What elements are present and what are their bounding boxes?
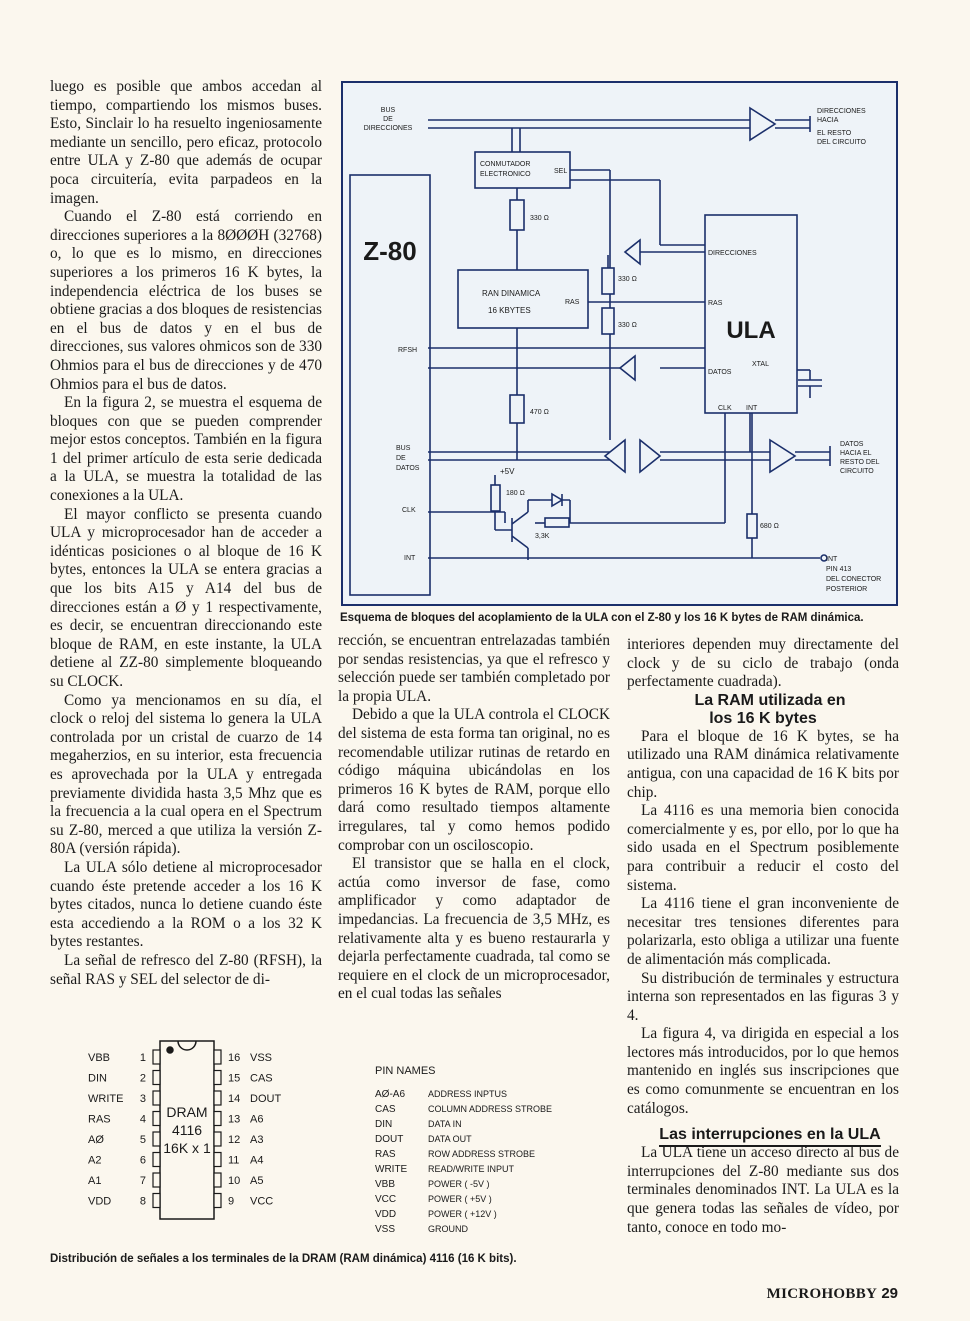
svg-text:DE: DE bbox=[396, 455, 406, 462]
pin-names-list bbox=[375, 1089, 552, 1235]
pin-signal: DIN bbox=[375, 1119, 393, 1130]
pin-number: 3 bbox=[139, 1093, 146, 1105]
sel-label: SEL bbox=[554, 168, 568, 175]
pin-left bbox=[88, 1112, 160, 1126]
pin-name-row bbox=[375, 1089, 507, 1100]
r330b-label: 330 Ω bbox=[618, 276, 637, 283]
pin-number: 12 bbox=[228, 1134, 241, 1146]
clk-z80-label: CLK bbox=[402, 507, 416, 514]
middle-text-column bbox=[338, 632, 610, 1004]
paragraph: Debido a que la ULA controla el CLOCK del sistema de esta forma tan original, no es recomendable utilizar rutinas de retardo en código máquina ubicándolas en los primeros 16 K bytes de RAM, porque ello dará como resultado tiempos altamente irregulares, tal y como hemos podido comprobar con un osciloscopio. bbox=[338, 706, 610, 854]
pin-number: 15 bbox=[228, 1072, 241, 1085]
pin-left bbox=[88, 1153, 160, 1167]
svg-text:DATOS: DATOS bbox=[396, 465, 420, 472]
ula-label: ULA bbox=[726, 317, 776, 344]
pin-name: RAS bbox=[88, 1113, 111, 1126]
pin-name: WRITE bbox=[88, 1093, 124, 1105]
svg-text:EL RESTO: EL RESTO bbox=[817, 130, 852, 137]
svg-text:INT: INT bbox=[826, 556, 838, 563]
v5-label: +5V bbox=[500, 467, 515, 476]
svg-text:CIRCUITO: CIRCUITO bbox=[840, 468, 874, 475]
pin-signal: VSS bbox=[375, 1224, 396, 1235]
pin-description: POWER ( -5V ) bbox=[428, 1179, 490, 1189]
svg-text:HACIA: HACIA bbox=[817, 117, 839, 124]
page-number: 29 bbox=[881, 1285, 898, 1302]
ras-label: RAS bbox=[565, 299, 580, 306]
block-diagram bbox=[340, 80, 899, 607]
svg-text:DIRECCIONES: DIRECCIONES bbox=[363, 125, 413, 132]
pinout-caption: Distribución de señales a los terminales de la DRAM (RAM dinámica) 4116 (16 K bits). bbox=[50, 1253, 517, 1265]
pin-right bbox=[214, 1071, 273, 1085]
int-ula-label: INT bbox=[746, 405, 758, 412]
pin-left bbox=[88, 1132, 160, 1146]
paragraph: Como ya mencionamos en su día, el clock o reloj del sistema lo genera la ULA controlada por un cristal de cuarzo de 14 megaherzios, en su interior, esta frecuencia es aprovechada por la ULA y entregada previamente dividida hasta 3,5 Mhz que es la frecuencia a la cual opera en el Spectrum su Z-80, merced a que utiliza la versión Z-80A (versión rápida). bbox=[50, 691, 322, 858]
svg-text:DEL CONECTOR: DEL CONECTOR bbox=[826, 576, 882, 583]
pin-left bbox=[88, 1091, 160, 1105]
svg-text:RESTO DEL: RESTO DEL bbox=[840, 459, 880, 466]
pin-name: A4 bbox=[250, 1154, 264, 1167]
pin-name-row bbox=[375, 1224, 468, 1235]
paragraph: La ULA tiene un acceso directo al bus de interrupciones del Z-80 mediante sus dos terminales denominados INT. La ULA es la que genera todas las señales de vídeo, por tanto, conoce en todo mo- bbox=[627, 1144, 899, 1236]
svg-text:16K x 1: 16K x 1 bbox=[163, 1140, 211, 1156]
pin-signal: WRITE bbox=[375, 1164, 408, 1175]
pin-description: POWER ( +5V ) bbox=[428, 1194, 492, 1204]
pin-name-row bbox=[375, 1134, 472, 1145]
pin-right bbox=[214, 1091, 281, 1105]
pin-description: ADDRESS INPTUS bbox=[428, 1089, 508, 1099]
svg-text:ELECTRONICO: ELECTRONICO bbox=[480, 171, 531, 178]
pin-number: 10 bbox=[228, 1175, 241, 1187]
svg-text:DIRECCIONES: DIRECCIONES bbox=[817, 108, 866, 115]
svg-text:RAN DINAMICA: RAN DINAMICA bbox=[482, 289, 541, 298]
paragraph: Su distribución de terminales y estructura interna son representados en las figuras 3 y 4. bbox=[627, 969, 899, 1024]
int-z80-label: INT bbox=[404, 555, 416, 562]
pin-name: A3 bbox=[250, 1134, 264, 1146]
pin-names-title: PIN NAMES bbox=[375, 1065, 436, 1077]
r330c-label: 330 Ω bbox=[618, 322, 637, 329]
pin-name: AØ bbox=[88, 1134, 104, 1146]
svg-text:HACIA EL: HACIA EL bbox=[840, 450, 872, 457]
paragraph: luego es posible que ambos accedan al tiempo, compartiendo los mismos buses. Esto, Sinclair lo ha resuelto ingeniosamente mediante un sencillo, pero eficaz, protocolo entre ULA y Z-80 que además de ocupar poca circuitería, evita parpadeos en la imagen. bbox=[50, 78, 322, 207]
pin-name: VCC bbox=[250, 1195, 274, 1208]
paragraph: El transistor que se halla en el clock, actúa como inversor de fase, como amplificador y como adaptador de impedancias. La frecuencia de 3,5 MHz, es relativamente alta y es bueno restaurarla y dejarla perfectamente cuadrada, tal como se requiere en el clock de un microprocesador, en el cual todas las señales bbox=[338, 855, 610, 1003]
pin-description: POWER ( +12V ) bbox=[428, 1209, 497, 1219]
pin-signal: RAS bbox=[375, 1149, 396, 1160]
section-heading-int-text: Las interrupciones en la ULA bbox=[659, 1126, 880, 1147]
pin-name: VDD bbox=[88, 1195, 112, 1208]
svg-text:DATOS: DATOS bbox=[840, 441, 864, 448]
pin-name: DIN bbox=[88, 1072, 107, 1085]
pin-description: COLUMN ADDRESS STROBE bbox=[428, 1104, 553, 1114]
svg-text:4116: 4116 bbox=[171, 1122, 203, 1138]
pin-description: ROW ADDRESS STROBE bbox=[428, 1149, 536, 1159]
pin-description: DATA OUT bbox=[428, 1134, 472, 1144]
pin-number: 1 bbox=[139, 1052, 146, 1064]
pin-signal: DOUT bbox=[375, 1134, 404, 1145]
pin-signal: CAS bbox=[375, 1104, 396, 1115]
pin-number: 16 bbox=[228, 1052, 241, 1064]
pin-name-row bbox=[375, 1209, 497, 1220]
svg-text:POSTERIOR: POSTERIOR bbox=[826, 586, 868, 593]
pin-name-row bbox=[375, 1104, 552, 1115]
pin-description: READ/WRITE INPUT bbox=[428, 1164, 515, 1174]
pin-number: 11 bbox=[228, 1154, 240, 1167]
rfsh-label: RFSH bbox=[398, 347, 418, 354]
svg-text:BUS: BUS bbox=[380, 107, 396, 114]
pin-left bbox=[88, 1173, 160, 1187]
pin-right bbox=[214, 1173, 263, 1187]
pin-name: A1 bbox=[88, 1175, 102, 1187]
right-text-column bbox=[627, 636, 899, 1237]
pin-signal: AØ-A6 bbox=[375, 1089, 406, 1100]
ras-ula-label: RAS bbox=[708, 300, 723, 307]
r680-label: 680 Ω bbox=[760, 523, 779, 530]
paragraph: La señal de refresco del Z-80 (RFSH), la señal RAS y SEL del selector de di- bbox=[50, 951, 322, 988]
pin-signal: VBB bbox=[375, 1179, 396, 1190]
pin-number: 9 bbox=[228, 1195, 235, 1208]
svg-text:16 KBYTES: 16 KBYTES bbox=[488, 306, 531, 315]
pin-name: A6 bbox=[250, 1113, 264, 1126]
left-pins bbox=[88, 1050, 160, 1208]
pin-name-row bbox=[375, 1149, 535, 1160]
paragraph: rección, se encuentran entrelazadas también por sendas resistencias, ya que el refresco y selección puede ser también completado por la propia ULA. bbox=[338, 632, 610, 705]
direcciones-label: DIRECCIONES bbox=[708, 250, 757, 257]
paragraph: interiores dependen muy directamente del clock y de su ciclo de trabajo (onda perfectamente cuadrada). bbox=[627, 636, 899, 691]
r470-label: 470 Ω bbox=[530, 409, 549, 416]
dram-pinout-figure bbox=[50, 1035, 610, 1245]
xtal-label: XTAL bbox=[752, 361, 769, 368]
pin-name: VSS bbox=[250, 1052, 273, 1064]
pin-description: DATA IN bbox=[428, 1119, 462, 1129]
pin-right bbox=[214, 1194, 273, 1208]
pin-signal: VDD bbox=[375, 1209, 397, 1220]
pin-number: 6 bbox=[139, 1154, 146, 1167]
magazine-brand: MICROHOBBY bbox=[766, 1286, 878, 1302]
pin-right bbox=[214, 1132, 263, 1146]
paragraph: El mayor conflicto se presenta cuando ULA y microprocesador han de acceder a idénticas posiciones o al bloque de 16 K bytes, entonces la ULA se entera gracias a que los bits A15 y A14 del bus de direcciones están a Ø y 1 respectivamente, es decir, se encuentran direccionando este bloque de RAM, en este instante, la ULA detiene al ZZ-80 simplemente bloqueando su CLOCK. bbox=[50, 505, 322, 690]
paragraph: La figura 4, va dirigida en especial a los lectores más introducidos, por lo que hemos mantenido en inglés sus inscripciones que es como comunmente se encuentran en los catálogos. bbox=[627, 1025, 899, 1117]
left-text-column bbox=[50, 78, 322, 989]
section-heading-int bbox=[627, 1126, 899, 1144]
pin-right bbox=[214, 1050, 272, 1064]
svg-text:PIN 413: PIN 413 bbox=[826, 566, 852, 573]
r330a-label: 330 Ω bbox=[530, 215, 549, 222]
r180-label: 180 Ω bbox=[506, 490, 525, 497]
page-footer bbox=[767, 1285, 898, 1303]
pin-number: 13 bbox=[228, 1113, 241, 1126]
paragraph: La 4116 tiene el gran inconveniente de necesitar tres tensiones diferentes para polarizarla, esto obliga a utilizar una fuente de alimentación más complicada. bbox=[627, 895, 899, 968]
diagram-caption: Esquema de bloques del acoplamiento de la ULA con el Z-80 y los 16 K bytes de RAM dinámica. bbox=[340, 612, 864, 624]
pin-right bbox=[214, 1153, 263, 1167]
pin-number: 8 bbox=[139, 1195, 146, 1208]
pin-name: CAS bbox=[250, 1072, 273, 1085]
paragraph: En la figura 2, se muestra el esquema de bloques con que se pueden comprender mejor estos conceptos. También en la figura 1 del primer artículo de esta serie dedicada a la ULA, se muestra la totalidad de las conexiones a la ULA. bbox=[50, 394, 322, 505]
svg-text:DE: DE bbox=[383, 116, 393, 123]
svg-text:BUS: BUS bbox=[396, 445, 411, 452]
r33k-label: 3,3K bbox=[535, 533, 550, 540]
pin-name: DOUT bbox=[250, 1093, 282, 1105]
pin-name-row bbox=[375, 1194, 492, 1205]
pin-name-row bbox=[375, 1119, 462, 1130]
pin-number: 2 bbox=[139, 1072, 146, 1085]
clk-ula-label: CLK bbox=[718, 405, 732, 412]
pin-left bbox=[88, 1071, 160, 1085]
paragraph: Cuando el Z-80 está corriendo en direcciones superiores a la 8ØØØH (32768) o, lo que es lo mismo, en direcciones superiores a los primeros 16 K bytes, la independencia eléctrica de los buses se obtiene gracias a dos bloques de resistencias en el bus de datos y en el bus de direcciones, sus valores ohmicos son de 330 Ohmios para el bus de direcciones y de 470 Ohmios para el bus de datos. bbox=[50, 208, 322, 393]
svg-text:DRAM: DRAM bbox=[166, 1104, 208, 1120]
pin-number: 7 bbox=[139, 1175, 146, 1187]
paragraph: Para el bloque de 16 K bytes, se ha utilizado una RAM dinámica relativamente antigua, con una capacidad de 16 K bits por chip. bbox=[627, 727, 899, 801]
pin-description: GROUND bbox=[428, 1224, 468, 1234]
pin-name-row bbox=[375, 1179, 490, 1190]
pin-name: VBB bbox=[88, 1052, 111, 1064]
pin-name: A2 bbox=[88, 1154, 102, 1167]
pin-signal: VCC bbox=[375, 1194, 397, 1205]
pin-name-row bbox=[375, 1164, 515, 1175]
pin-right bbox=[214, 1112, 263, 1126]
paragraph: La 4116 es una memoria bien conocida comercialmente y es, por ello, por lo que ha sido usada en el Spectrum posiblemente para contribuir a reducir el costo del sistema. bbox=[627, 802, 899, 894]
svg-text:DEL CIRCUITO: DEL CIRCUITO bbox=[817, 139, 867, 146]
datos-label: DATOS bbox=[708, 369, 732, 376]
pin-number: 5 bbox=[139, 1134, 146, 1146]
right-pins bbox=[214, 1050, 281, 1208]
svg-text:CONMUTADOR: CONMUTADOR bbox=[480, 161, 531, 168]
pin-left bbox=[88, 1194, 160, 1208]
z80-label: Z-80 bbox=[363, 236, 417, 266]
pin-number: 14 bbox=[228, 1093, 241, 1105]
paragraph: La ULA sólo detiene al microprocesador cuando éste pretende acceder a los 16 K bytes citados, nunca lo detiene cuando éste esta accediendo a la ROM o a los 32 K bytes restantes. bbox=[50, 858, 322, 951]
pin-left bbox=[88, 1050, 160, 1064]
pin-number: 4 bbox=[139, 1113, 146, 1126]
section-heading-ram: La RAM utilizada en los 16 K bytes bbox=[694, 691, 846, 727]
pin-name: A5 bbox=[250, 1175, 264, 1187]
